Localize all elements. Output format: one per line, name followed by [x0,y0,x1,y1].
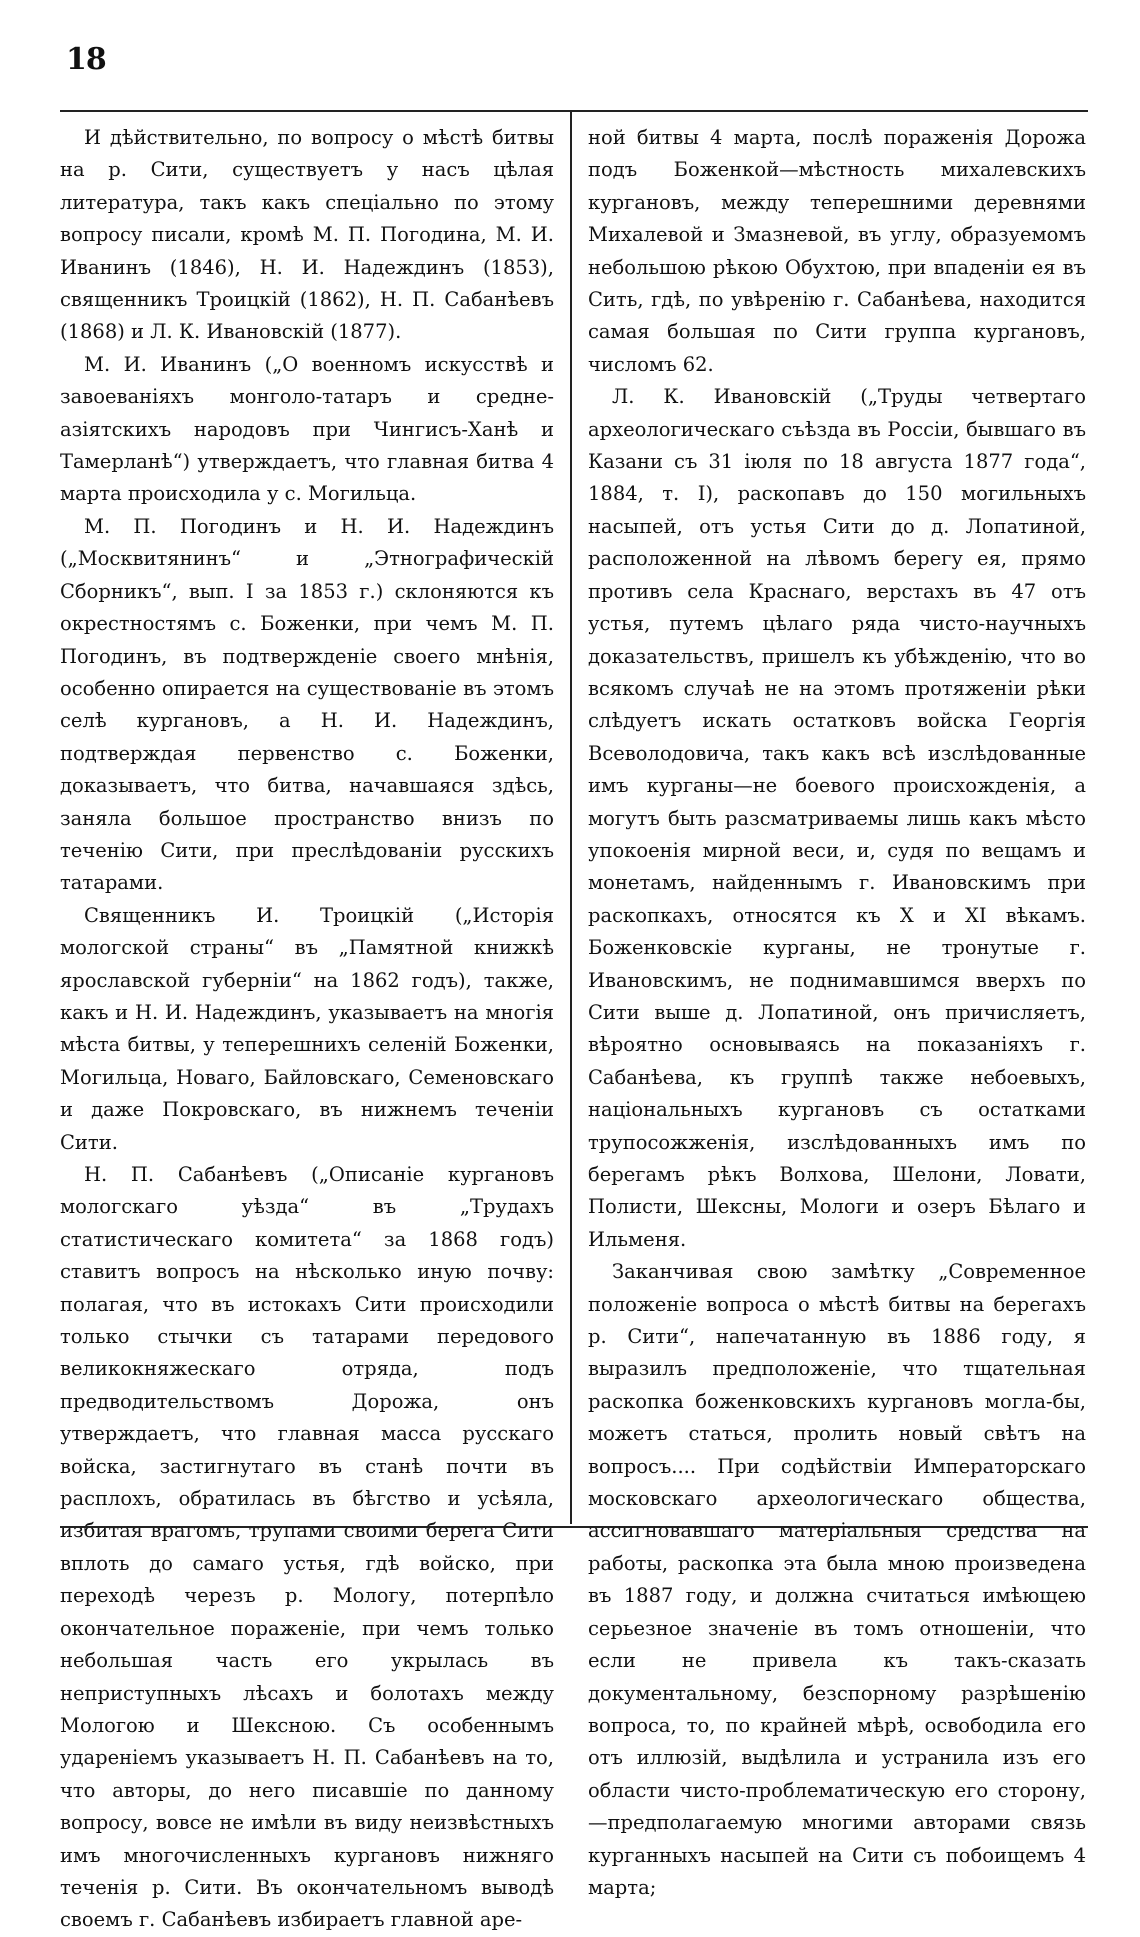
paragraph-continuation: ной битвы 4 марта, послѣ пораженія Дорожа подъ Боженкой—мѣстность михалевскихъ кургановъ, между теперешними деревнями Михалевой и Змазневой, въ углу, образуемомъ небольшою рѣкою Обухтою, при впаденіи ея въ Сить, гдѣ, по увѣренію г. Сабанѣева, находится самая большая по Сити группа кургановъ, числомъ 62. [588,126,1086,376]
page-number: 18 [66,42,106,77]
paragraph-ivanovsky: Л. К. Ивановскій („Труды четвертаго археологическаго съѣзда въ Россіи, бывшаго въ Казани съ 31 іюля по 18 августа 1877 года“, 1884, т. I), раскопавъ до 150 могильныхъ насыпей, отъ устья Сити до д. Лопатиной, расположенной на лѣвомъ берегу ея, прямо противъ села Краснаго, верстахъ въ 47 отъ устья, путемъ цѣлаго ряда чисто-научныхъ доказательствъ, пришелъ къ убѣжденію, что во всякомъ случаѣ не на этомъ протяженіи рѣки слѣдуетъ искать остатковъ войска Георгія Всеволодовича, такъ какъ всѣ изслѣдованные имъ курганы—не боевого происхожденія, а могутъ быть разсматриваемы лишь какъ мѣсто упокоенія мирной веси, и, судя по вещамъ и монетамъ, найденнымъ г. Ивановскимъ при раскопкахъ, относятся къ X и XI вѣкамъ. Боженковскіе курганы, не тронутые г. Ивановскимъ, не поднимавшимся вверхъ по Сити выше д. Лопатиной, онъ причисляетъ, вѣроятно основываясь на показаніяхъ г. Сабанѣева, къ группѣ также небоевыхъ, національныхъ кургановъ съ остатками трупосожженія, изслѣдованныхъ имъ по берегамъ рѣкъ Волхова, Шелони, Ловати, Полисти, Шексны, Мологи и озеръ Бѣлаго и Ильменя. [588,385,1086,1251]
paragraph-ivanin: М. И. Иванинъ („О военномъ искусствѣ и завоеваніяхъ монголо-татаръ и средне-азіятскихъ народовъ при Чингисъ-Ханѣ и Тамерланѣ“) утверждаетъ, что главная битва 4 марта происходила у с. Могильца. [60,352,554,506]
paragraph-sabaneev: Н. П. Сабанѣевъ („Описаніе кургановъ мологскаго уѣзда“ въ „Трудахъ статистическаго комитета“ за 1868 годъ) ставитъ вопросъ на нѣсколько иную почву: полагая, что въ истокахъ Сити происходили только стычки съ татарами передового великокняжескаго отряда, подъ предводительствомъ Дорожа, онъ утверждаетъ, что главная масса русскаго войска, застигнутаго въ станѣ почти въ расплохъ, обратилась въ бѣгство и усѣяла, избитая врагомъ, трупами своими берега Сити вплоть до самаго устья, гдѣ войско, при переходѣ черезъ р. Мологу, потерпѣло окончательное пораженіе, при чемъ только небольшая часть его укрылась въ неприступныхъ лѣсахъ и болотахъ между Мологою и Шексною. Съ особеннымъ удареніемъ указываетъ Н. П. Сабанѣевъ на то, что авторы, до него писавшіе по данному вопросу, вовсе не имѣли въ виду неизвѣстныхъ имъ многочисленныхъ кургановъ нижняго теченія р. Сити. Въ окончательномъ выводѣ своемъ г. Сабанѣевъ избираетъ главной аре- [60,1163,554,1932]
column-divider [570,112,572,1524]
paragraph-troitsky: Священникъ И. Троицкій („Исторія мологской страны“ въ „Памятной книжкѣ ярославской губерніи“ на 1862 годъ), также, какъ и Н. И. Надеждинъ, указываетъ на многія мѣста битвы, у теперешнихъ селеній Боженки, Могильца, Новаго, Байловскаго, Семеновскаго и даже Покровскаго, въ нижнемъ теченіи Сити. [60,903,554,1154]
left-column [60,122,554,1932]
paragraph-conclusion: Заканчивая свою замѣтку „Современное положеніе вопроса о мѣстѣ битвы на берегахъ р. Сити“, напечатанную въ 1886 году, я выразилъ предположеніе, что тщательная раскопка боженковскихъ кургановъ могла-бы, можетъ статься, пролить новый свѣтъ на вопросъ.... При содѣйствіи Императорскаго московскаго археологическаго общества, ассигновавшаго матеріальныя средства на работы, раскопка эта была мною произведена въ 1887 году, и должна считаться имѣющею серьезное значеніе въ томъ отношеніи, что если не привела къ такъ-сказать документальному, безспорному разрѣшенію вопроса, то, по крайней мѣрѣ, освободила его отъ иллюзій, выдѣлила и устранила изъ его области чисто-проблематическую его сторону,—предполагаемую многими авторами связь курганныхъ насыпей на Сити съ побоищемъ 4 марта; [588,1260,1086,1899]
top-rule [60,110,1088,112]
right-column [588,122,1086,1899]
paragraph-pogodin-nadezhdin: М. П. Погодинъ и Н. И. Надеждинъ („Москвитянинъ“ и „Этнографическій Сборникъ“, вып. I за 1853 г.) склоняются къ окрестностямъ с. Боженки, при чемъ М. П. Погодинъ, въ подтвержденіе своего мнѣнія, особенно опирается на существованіе въ этомъ селѣ кургановъ, а Н. И. Надеждинъ, подтверждая первенство с. Боженки, доказываетъ, что битва, начавшаяся здѣсь, заняла большое пространство внизъ по теченію Сити, при преслѣдованіи русскихъ татарами. [60,514,554,895]
paragraph-literature: И дѣйствительно, по вопросу о мѣстѣ битвы на р. Сити, существуетъ у насъ цѣлая литература, такъ какъ спеціально по этому вопросу писали, кромѣ М. П. Погодина, М. И. Иванинъ (1846), Н. И. Надеждинъ (1853), священникъ Троицкій (1862), Н. П. Сабанѣевъ (1868) и Л. К. Ивановскій (1877). [60,126,554,344]
bottom-rule [60,1526,1088,1528]
